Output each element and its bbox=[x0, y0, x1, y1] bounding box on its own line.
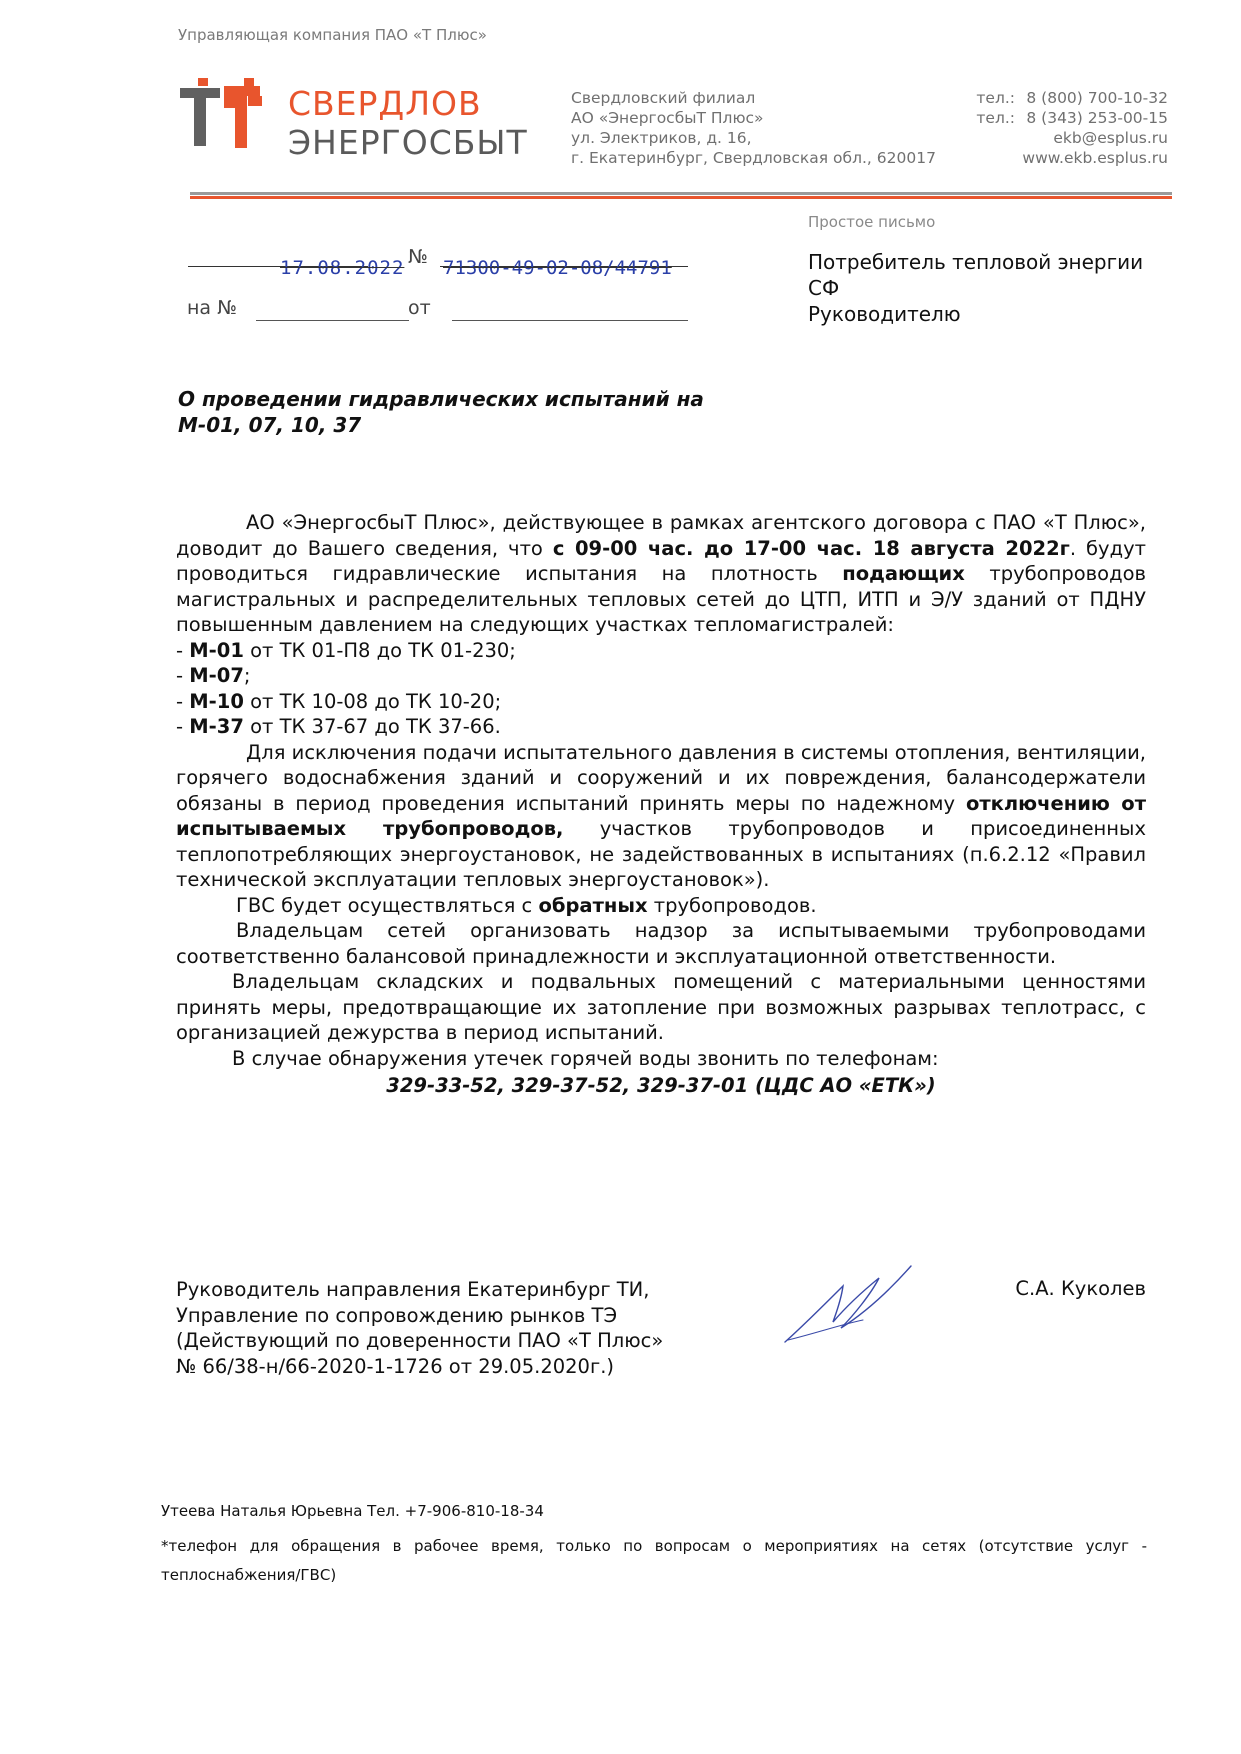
body-text: трубопроводов магистральных и распределительных тепловых сетей до ЦТП, ИТП и Э/У зданий от ПДНУ повышенным давлением на следующих участках тепломагистралей: bbox=[176, 562, 1146, 636]
document-date: 17.08.2022 bbox=[280, 257, 405, 279]
body-paragraph bbox=[176, 893, 1146, 919]
signer-line: № 66/38-н/66-2020-1-1726 от 29.05.2020г.) bbox=[176, 1354, 614, 1378]
signer-line: (Действующий по доверенности ПАО «Т Плюс» bbox=[176, 1329, 664, 1352]
list-dash: - bbox=[176, 715, 190, 738]
addressee-line: Потребитель тепловой энергии bbox=[808, 250, 1144, 274]
branch-line: АО «ЭнергосбыТ Плюс» bbox=[571, 109, 764, 127]
letter-subject bbox=[178, 386, 704, 438]
website: www.ekb.esplus.ru bbox=[1022, 149, 1168, 167]
body-bold-text: отключению от испытываемых трубопроводов, bbox=[176, 791, 1146, 840]
signer-line: Руководитель направления Екатеринбург ТИ, bbox=[176, 1278, 650, 1301]
body-paragraph: Владельцам складских и подвальных помещений с материальными ценностями принять меры, предотвращающие их затопление при возможных разрывах теплотрасс, с организацией дежурства в период испытаний. bbox=[176, 970, 1146, 1044]
list-text: от ТК 37-67 до ТК 37-66. bbox=[243, 715, 501, 738]
body-text: ГВС будет осуществляться с bbox=[236, 893, 539, 917]
phone-1: 8 (800) 700-10-32 bbox=[1026, 89, 1168, 107]
list-text: ; bbox=[243, 664, 251, 687]
reference-date-blank bbox=[452, 320, 688, 321]
body-text: АО «ЭнергосбыТ Плюс», действующее в рамках агентского договора с ПАО «Т Плюс», доводит до Вашего сведения, что bbox=[176, 511, 1146, 560]
main-code: М-10 bbox=[189, 689, 244, 713]
list-item bbox=[176, 689, 1146, 715]
branch-line: Свердловский филиал bbox=[571, 89, 756, 107]
body-paragraph: Владельцам сетей организовать надзор за испытываемыми трубопроводами соответственно балансовой принадлежности и эксплуатационной ответственности. bbox=[176, 919, 1146, 968]
logo-orange-shape bbox=[244, 78, 254, 86]
logo-orange-shape bbox=[248, 96, 262, 106]
branch-address bbox=[571, 88, 936, 168]
reference-number-blank bbox=[256, 320, 409, 321]
logo-orange-shape bbox=[198, 78, 208, 86]
body-paragraph bbox=[176, 740, 1146, 893]
logo-text-line2: ЭНЕРГОСБЫТ bbox=[288, 123, 528, 162]
signer-name: С.А. Куколев bbox=[1015, 1277, 1146, 1300]
header-divider-gray bbox=[190, 192, 1172, 195]
list-dash: - bbox=[176, 638, 190, 662]
letter-body bbox=[176, 510, 1146, 1099]
signer-position bbox=[176, 1277, 663, 1379]
phone-label: тел.: bbox=[976, 109, 1015, 127]
addressee-line: СФ bbox=[808, 276, 840, 300]
main-code: М-01 bbox=[189, 638, 244, 662]
list-dash: - bbox=[176, 689, 190, 713]
addressee bbox=[808, 249, 1143, 327]
logo-t-orange-shape bbox=[224, 86, 260, 148]
header-divider-orange bbox=[190, 196, 1172, 199]
main-code: М-37 bbox=[189, 715, 244, 738]
logo-text-line1: СВЕРДЛОВ bbox=[288, 84, 482, 123]
subject-line: М-01, 07, 10, 37 bbox=[178, 413, 362, 437]
emergency-phones: 329-33-52, 329-37-52, 329-37-01 (ЦДС АО «ЕТК») bbox=[386, 1074, 936, 1097]
branch-line: ул. Электриков, д. 16, bbox=[571, 129, 752, 147]
parent-company: Управляющая компания ПАО «Т Плюс» bbox=[178, 26, 487, 44]
body-paragraph: В случае обнаружения утечек горячей воды звонить по телефонам: bbox=[232, 1046, 939, 1070]
email: ekb@esplus.ru bbox=[1053, 129, 1168, 147]
addressee-line: Руководителю bbox=[808, 302, 961, 326]
registration-number: 71300-49-02-08/44791 bbox=[443, 257, 672, 279]
list-item bbox=[176, 638, 1146, 664]
subject-line: О проведении гидравлических испытаний на bbox=[178, 387, 704, 411]
mail-type: Простое письмо bbox=[808, 213, 936, 231]
body-bold-text: с 09-00 час. до 17-00 час. 18 августа 2022г bbox=[552, 536, 1070, 560]
list-text: от ТК 01-П8 до ТК 01-230; bbox=[243, 638, 516, 662]
executor-info: Утеева Наталья Юрьевна Тел. +7-906-810-18-34 bbox=[161, 1502, 544, 1520]
phone-2: 8 (343) 253-00-15 bbox=[1026, 109, 1168, 127]
body-text: трубопроводов. bbox=[647, 893, 817, 917]
reference-number-label: на № bbox=[187, 297, 237, 319]
signer-line: Управление по сопровождению рынков ТЭ bbox=[176, 1303, 618, 1327]
main-code: М-07 bbox=[189, 664, 244, 687]
body-text: . будут проводиться гидравлические испытания на плотность bbox=[176, 536, 1146, 585]
body-paragraph bbox=[176, 510, 1146, 638]
footnote: *телефон для обращения в рабочее время, только по вопросам о мероприятиях на сетях (отсутствие услуг - теплоснабжения/ГВС) bbox=[161, 1537, 1147, 1584]
list-item bbox=[176, 714, 1146, 740]
body-bold-text: обратных bbox=[538, 893, 648, 917]
reference-date-label: от bbox=[408, 297, 431, 319]
body-text: Для исключения подачи испытательного давления в системы отопления, вентиляции, горячего водоснабжения зданий и сооружений и их повреждения, балансодержатели обязаны в период проведения испытаний принять меры по надежному bbox=[176, 740, 1146, 815]
number-sign: № bbox=[408, 246, 428, 268]
list-item bbox=[176, 663, 1146, 689]
body-bold-text: подающих bbox=[842, 562, 965, 585]
contact-block bbox=[976, 88, 1168, 168]
branch-line: г. Екатеринбург, Свердловская обл., 620017 bbox=[571, 149, 936, 167]
handwritten-signature bbox=[783, 1256, 913, 1346]
body-text: участков трубопроводов и присоединенных теплопотребляющих энергоустановок, не задействованных в испытаниях (п.6.2.12 «Правил технической эксплуатации тепловых энергоустановок»). bbox=[176, 817, 1146, 891]
list-text: от ТК 10-08 до ТК 10-20; bbox=[243, 689, 502, 713]
logo-t-gray-shape bbox=[180, 88, 220, 146]
phone-label: тел.: bbox=[976, 89, 1015, 107]
list-dash: - bbox=[176, 664, 190, 687]
